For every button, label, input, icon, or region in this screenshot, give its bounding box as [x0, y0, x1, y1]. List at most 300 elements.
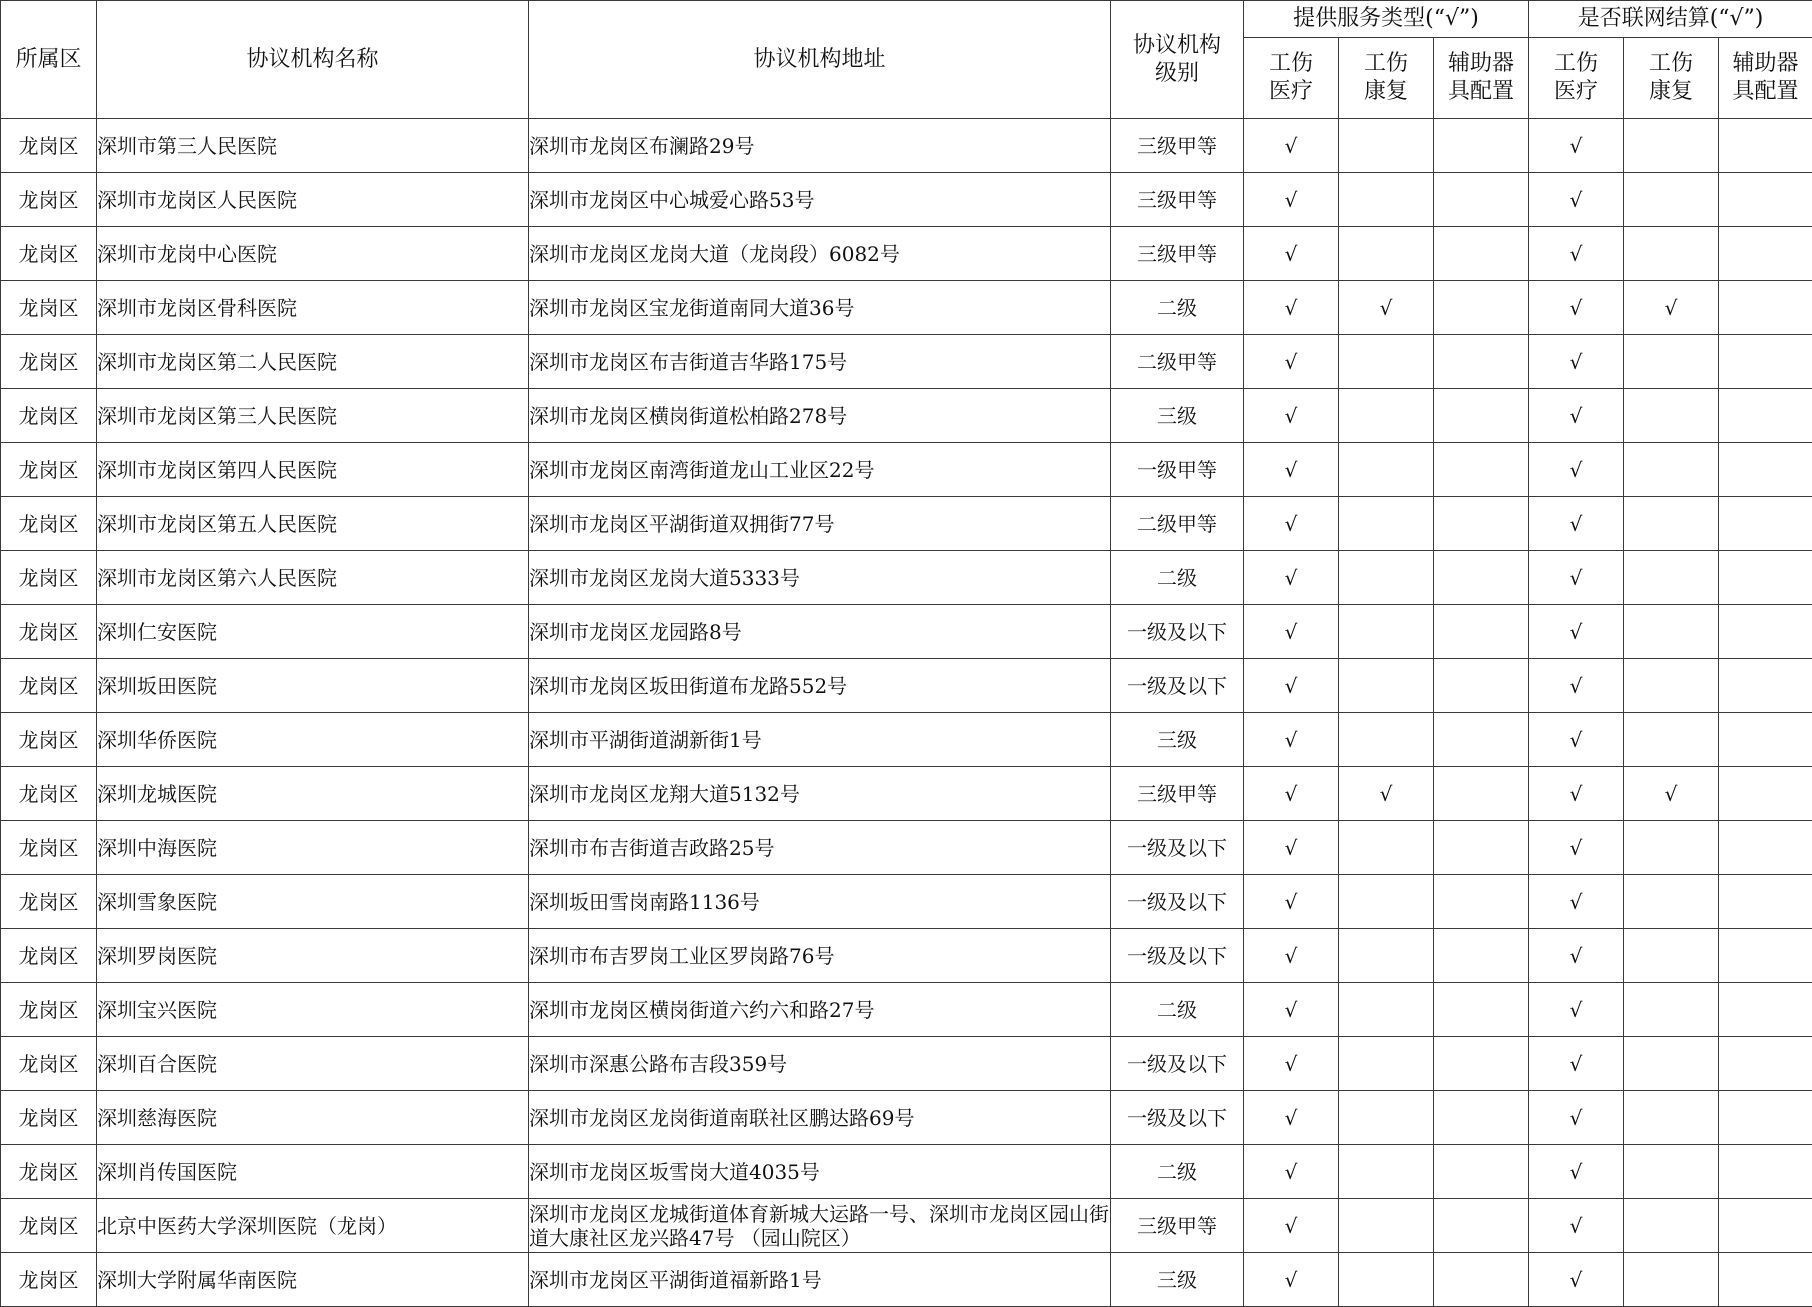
cell-district: 龙岗区: [1, 1253, 97, 1307]
cell-institution-level: 二级: [1111, 551, 1244, 605]
cell-institution-address: 深圳市龙岗区坂雪岗大道4035号: [529, 1145, 1111, 1199]
header-service-injury-medical: 工伤 医疗: [1244, 38, 1339, 119]
cell-network-injury-medical: [1529, 281, 1624, 335]
cell-district: 龙岗区: [1, 551, 97, 605]
cell-institution-name: 深圳市龙岗区人民医院: [97, 173, 529, 227]
cell-network-injury-medical: [1529, 119, 1624, 173]
header-network-injury-medical: 工伤 医疗: [1529, 38, 1624, 119]
cell-service-assistive-device: [1434, 605, 1529, 659]
cell-network-injury-rehab: [1624, 389, 1719, 443]
cell-institution-address: 深圳市龙岗区平湖街道福新路1号: [529, 1253, 1111, 1307]
cell-service-injury-medical: [1244, 281, 1339, 335]
check-mark-icon: √: [1380, 296, 1393, 320]
cell-network-injury-rehab: [1624, 443, 1719, 497]
cell-network-injury-medical: [1529, 659, 1624, 713]
cell-institution-name: 深圳市龙岗中心医院: [97, 227, 529, 281]
cell-institution-name: 深圳市龙岗区第三人民医院: [97, 389, 529, 443]
check-mark-icon: √: [1285, 836, 1298, 860]
cell-institution-level: 三级: [1111, 1253, 1244, 1307]
cell-network-injury-medical: [1529, 551, 1624, 605]
cell-network-assistive-device: [1719, 875, 1812, 929]
check-mark-icon: √: [1570, 782, 1583, 806]
cell-network-injury-medical: [1529, 1145, 1624, 1199]
cell-network-injury-rehab: [1624, 713, 1719, 767]
cell-service-injury-rehab: [1339, 119, 1434, 173]
cell-service-assistive-device: [1434, 389, 1529, 443]
check-mark-icon: √: [1285, 242, 1298, 266]
cell-network-assistive-device: [1719, 173, 1812, 227]
cell-service-assistive-device: [1434, 875, 1529, 929]
check-mark-icon: √: [1285, 944, 1298, 968]
check-mark-icon: √: [1570, 890, 1583, 914]
cell-institution-name: 深圳宝兴医院: [97, 983, 529, 1037]
cell-network-assistive-device: [1719, 605, 1812, 659]
cell-network-assistive-device: [1719, 281, 1812, 335]
table-row: [1, 335, 1812, 389]
cell-network-assistive-device: [1719, 551, 1812, 605]
cell-district: 龙岗区: [1, 1199, 97, 1253]
cell-network-injury-medical: [1529, 227, 1624, 281]
cell-service-assistive-device: [1434, 821, 1529, 875]
cell-service-assistive-device: [1434, 443, 1529, 497]
cell-institution-level: 二级: [1111, 983, 1244, 1037]
header-name: 协议机构名称: [97, 1, 529, 119]
cell-district: 龙岗区: [1, 119, 97, 173]
check-mark-icon: √: [1285, 674, 1298, 698]
cell-institution-name: 深圳市龙岗区第五人民医院: [97, 497, 529, 551]
cell-district: 龙岗区: [1, 335, 97, 389]
cell-institution-level: 三级甲等: [1111, 173, 1244, 227]
cell-institution-address: 深圳市龙岗区横岗街道松柏路278号: [529, 389, 1111, 443]
check-mark-icon: √: [1570, 836, 1583, 860]
header-service-type: 提供服务类型(“√”): [1244, 1, 1529, 38]
cell-service-injury-medical: [1244, 1253, 1339, 1307]
cell-network-injury-rehab: [1624, 929, 1719, 983]
cell-service-injury-medical: [1244, 821, 1339, 875]
cell-institution-name: 深圳百合医院: [97, 1037, 529, 1091]
cell-network-injury-rehab: [1624, 1145, 1719, 1199]
check-mark-icon: √: [1570, 1214, 1583, 1238]
cell-service-assistive-device: [1434, 551, 1529, 605]
cell-network-assistive-device: [1719, 767, 1812, 821]
cell-institution-level: 一级及以下: [1111, 929, 1244, 983]
cell-network-assistive-device: [1719, 389, 1812, 443]
cell-institution-address: 深圳市龙岗区平湖街道双拥街77号: [529, 497, 1111, 551]
cell-district: 龙岗区: [1, 713, 97, 767]
cell-network-injury-medical: [1529, 1253, 1624, 1307]
check-mark-icon: √: [1285, 1160, 1298, 1184]
header-network-assistive-device: 辅助器 具配置: [1719, 38, 1812, 119]
cell-institution-name: 深圳市龙岗区第四人民医院: [97, 443, 529, 497]
cell-institution-name: 深圳罗岗医院: [97, 929, 529, 983]
cell-service-injury-medical: [1244, 173, 1339, 227]
cell-network-assistive-device: [1719, 983, 1812, 1037]
cell-institution-name: 深圳坂田医院: [97, 659, 529, 713]
cell-network-injury-medical: [1529, 875, 1624, 929]
cell-institution-address: 深圳市龙岗区龙翔大道5132号: [529, 767, 1111, 821]
cell-network-assistive-device: [1719, 929, 1812, 983]
cell-institution-level: 一级及以下: [1111, 875, 1244, 929]
cell-service-assistive-device: [1434, 119, 1529, 173]
cell-institution-address: 深圳市龙岗区龙岗大道（龙岗段）6082号: [529, 227, 1111, 281]
cell-institution-address: 深圳市龙岗区横岗街道六约六和路27号: [529, 983, 1111, 1037]
cell-service-injury-rehab: [1339, 1091, 1434, 1145]
cell-service-assistive-device: [1434, 1145, 1529, 1199]
table-row: [1, 821, 1812, 875]
cell-network-injury-rehab: [1624, 551, 1719, 605]
cell-institution-name: 深圳市龙岗区第六人民医院: [97, 551, 529, 605]
cell-service-injury-medical: [1244, 713, 1339, 767]
table-row: [1, 767, 1812, 821]
cell-institution-address: 深圳坂田雪岗南路1136号: [529, 875, 1111, 929]
check-mark-icon: √: [1570, 620, 1583, 644]
cell-institution-name: 深圳慈海医院: [97, 1091, 529, 1145]
check-mark-icon: √: [1570, 1160, 1583, 1184]
check-mark-icon: √: [1285, 296, 1298, 320]
check-mark-icon: √: [1570, 512, 1583, 536]
cell-service-injury-rehab: [1339, 1037, 1434, 1091]
cell-service-injury-rehab: [1339, 713, 1434, 767]
cell-district: 龙岗区: [1, 875, 97, 929]
table-row: [1, 1199, 1812, 1253]
check-mark-icon: √: [1285, 566, 1298, 590]
cell-network-injury-rehab: [1624, 659, 1719, 713]
cell-service-injury-medical: [1244, 551, 1339, 605]
table-row: [1, 173, 1812, 227]
table-row: [1, 281, 1812, 335]
check-mark-icon: √: [1570, 566, 1583, 590]
cell-service-injury-medical: [1244, 929, 1339, 983]
cell-network-assistive-device: [1719, 1145, 1812, 1199]
check-mark-icon: √: [1570, 998, 1583, 1022]
cell-district: 龙岗区: [1, 443, 97, 497]
table-row: [1, 1037, 1812, 1091]
cell-institution-name: 深圳市龙岗区第二人民医院: [97, 335, 529, 389]
cell-service-injury-rehab: [1339, 1145, 1434, 1199]
cell-institution-address: 深圳市深惠公路布吉段359号: [529, 1037, 1111, 1091]
cell-institution-name: 深圳仁安医院: [97, 605, 529, 659]
table-row: [1, 551, 1812, 605]
check-mark-icon: √: [1285, 998, 1298, 1022]
check-mark-icon: √: [1570, 296, 1583, 320]
table-header: [1, 1, 1812, 119]
cell-service-injury-medical: [1244, 1199, 1339, 1253]
cell-service-injury-medical: [1244, 227, 1339, 281]
cell-institution-address: 深圳市龙岗区宝龙街道南同大道36号: [529, 281, 1111, 335]
cell-institution-address: 深圳市平湖街道湖新街1号: [529, 713, 1111, 767]
cell-service-injury-rehab: [1339, 1199, 1434, 1253]
cell-district: 龙岗区: [1, 1037, 97, 1091]
cell-network-injury-rehab: [1624, 1199, 1719, 1253]
cell-network-injury-rehab: [1624, 335, 1719, 389]
cell-institution-address: 深圳市龙岗区龙岗街道南联社区鹏达路69号: [529, 1091, 1111, 1145]
cell-service-assistive-device: [1434, 335, 1529, 389]
check-mark-icon: √: [1570, 944, 1583, 968]
check-mark-icon: √: [1570, 350, 1583, 374]
cell-district: 龙岗区: [1, 281, 97, 335]
check-mark-icon: √: [1285, 134, 1298, 158]
table-row: [1, 497, 1812, 551]
cell-service-injury-rehab: [1339, 497, 1434, 551]
table-row: [1, 605, 1812, 659]
table-row: [1, 983, 1812, 1037]
cell-service-injury-rehab: [1339, 1253, 1434, 1307]
cell-service-assistive-device: [1434, 713, 1529, 767]
table-row: [1, 875, 1812, 929]
cell-service-injury-medical: [1244, 605, 1339, 659]
check-mark-icon: √: [1285, 1214, 1298, 1238]
check-mark-icon: √: [1285, 890, 1298, 914]
check-mark-icon: √: [1285, 1106, 1298, 1130]
cell-service-assistive-device: [1434, 1199, 1529, 1253]
check-mark-icon: √: [1285, 1268, 1298, 1292]
cell-service-injury-medical: [1244, 983, 1339, 1037]
cell-network-injury-medical: [1529, 983, 1624, 1037]
check-mark-icon: √: [1570, 242, 1583, 266]
cell-district: 龙岗区: [1, 389, 97, 443]
check-mark-icon: √: [1285, 728, 1298, 752]
check-mark-icon: √: [1570, 1052, 1583, 1076]
cell-district: 龙岗区: [1, 659, 97, 713]
table-row: [1, 227, 1812, 281]
cell-service-injury-rehab: [1339, 551, 1434, 605]
check-mark-icon: √: [1665, 782, 1678, 806]
check-mark-icon: √: [1285, 782, 1298, 806]
cell-service-injury-medical: [1244, 659, 1339, 713]
check-mark-icon: √: [1380, 782, 1393, 806]
check-mark-icon: √: [1570, 134, 1583, 158]
cell-service-injury-medical: [1244, 767, 1339, 821]
cell-service-injury-rehab: [1339, 767, 1434, 821]
cell-network-assistive-device: [1719, 659, 1812, 713]
table-row: [1, 389, 1812, 443]
check-mark-icon: √: [1570, 458, 1583, 482]
table-row: [1, 1253, 1812, 1307]
cell-service-assistive-device: [1434, 173, 1529, 227]
check-mark-icon: √: [1285, 188, 1298, 212]
check-mark-icon: √: [1570, 1106, 1583, 1130]
header-address: 协议机构地址: [529, 1, 1111, 119]
cell-district: 龙岗区: [1, 173, 97, 227]
cell-institution-level: 三级: [1111, 713, 1244, 767]
cell-service-injury-rehab: [1339, 875, 1434, 929]
cell-institution-address: 深圳市龙岗区布吉街道吉华路175号: [529, 335, 1111, 389]
check-mark-icon: √: [1665, 296, 1678, 320]
cell-service-injury-rehab: [1339, 821, 1434, 875]
cell-service-injury-rehab: [1339, 281, 1434, 335]
cell-service-injury-rehab: [1339, 443, 1434, 497]
cell-network-injury-medical: [1529, 821, 1624, 875]
check-mark-icon: √: [1285, 404, 1298, 428]
cell-service-assistive-device: [1434, 929, 1529, 983]
cell-district: 龙岗区: [1, 1091, 97, 1145]
cell-institution-name: 深圳龙城医院: [97, 767, 529, 821]
cell-institution-level: 一级及以下: [1111, 821, 1244, 875]
cell-institution-level: 三级甲等: [1111, 1199, 1244, 1253]
cell-service-injury-rehab: [1339, 389, 1434, 443]
cell-institution-level: 三级甲等: [1111, 767, 1244, 821]
check-mark-icon: √: [1570, 1268, 1583, 1292]
cell-network-injury-rehab: [1624, 173, 1719, 227]
cell-institution-level: 三级: [1111, 389, 1244, 443]
cell-institution-level: 二级: [1111, 1145, 1244, 1199]
cell-network-injury-rehab: [1624, 227, 1719, 281]
cell-service-injury-medical: [1244, 875, 1339, 929]
header-network-settlement: 是否联网结算(“√”): [1529, 1, 1812, 38]
table-row: [1, 1091, 1812, 1145]
header-network-injury-rehab: 工伤 康复: [1624, 38, 1719, 119]
cell-network-assistive-device: [1719, 1091, 1812, 1145]
cell-institution-name: 深圳市龙岗区骨科医院: [97, 281, 529, 335]
cell-institution-name: 深圳雪象医院: [97, 875, 529, 929]
cell-institution-address: 深圳市龙岗区龙岗大道5333号: [529, 551, 1111, 605]
cell-service-injury-medical: [1244, 335, 1339, 389]
cell-institution-level: 一级及以下: [1111, 659, 1244, 713]
cell-institution-address: 深圳市布吉街道吉政路25号: [529, 821, 1111, 875]
cell-institution-address: 深圳市龙岗区中心城爱心路53号: [529, 173, 1111, 227]
cell-service-assistive-device: [1434, 227, 1529, 281]
cell-district: 龙岗区: [1, 1145, 97, 1199]
cell-network-injury-rehab: [1624, 497, 1719, 551]
cell-institution-name: 深圳中海医院: [97, 821, 529, 875]
cell-service-assistive-device: [1434, 1091, 1529, 1145]
cell-institution-level: 一级及以下: [1111, 605, 1244, 659]
check-mark-icon: √: [1570, 674, 1583, 698]
cell-district: 龙岗区: [1, 605, 97, 659]
table-body: [1, 119, 1812, 1307]
cell-network-injury-medical: [1529, 605, 1624, 659]
cell-service-assistive-device: [1434, 659, 1529, 713]
cell-institution-address: 深圳市龙岗区龙城街道体育新城大运路一号、深圳市龙岗区园山街道大康社区龙兴路47号 （园山院区）: [529, 1199, 1111, 1253]
cell-service-injury-medical: [1244, 443, 1339, 497]
cell-network-injury-medical: [1529, 389, 1624, 443]
cell-network-injury-medical: [1529, 1037, 1624, 1091]
cell-service-injury-medical: [1244, 389, 1339, 443]
cell-district: 龙岗区: [1, 767, 97, 821]
cell-service-injury-rehab: [1339, 929, 1434, 983]
cell-institution-name: 北京中医药大学深圳医院（龙岗）: [97, 1199, 529, 1253]
cell-network-injury-rehab: [1624, 875, 1719, 929]
cell-district: 龙岗区: [1, 227, 97, 281]
cell-service-injury-rehab: [1339, 335, 1434, 389]
cell-network-assistive-device: [1719, 1253, 1812, 1307]
cell-network-injury-rehab: [1624, 281, 1719, 335]
cell-institution-address: 深圳市龙岗区龙园路8号: [529, 605, 1111, 659]
table-row: [1, 119, 1812, 173]
cell-institution-address: 深圳市布吉罗岗工业区罗岗路76号: [529, 929, 1111, 983]
cell-network-injury-medical: [1529, 497, 1624, 551]
cell-network-injury-rehab: [1624, 605, 1719, 659]
cell-network-assistive-device: [1719, 335, 1812, 389]
cell-institution-level: 三级甲等: [1111, 119, 1244, 173]
cell-district: 龙岗区: [1, 821, 97, 875]
check-mark-icon: √: [1285, 458, 1298, 482]
cell-service-injury-medical: [1244, 497, 1339, 551]
cell-network-injury-rehab: [1624, 821, 1719, 875]
cell-network-assistive-device: [1719, 227, 1812, 281]
cell-institution-level: 三级甲等: [1111, 227, 1244, 281]
cell-service-assistive-device: [1434, 1037, 1529, 1091]
cell-district: 龙岗区: [1, 929, 97, 983]
cell-network-injury-rehab: [1624, 119, 1719, 173]
cell-network-assistive-device: [1719, 713, 1812, 767]
cell-institution-level: 二级甲等: [1111, 497, 1244, 551]
cell-service-assistive-device: [1434, 497, 1529, 551]
cell-network-injury-rehab: [1624, 1091, 1719, 1145]
cell-institution-level: 二级: [1111, 281, 1244, 335]
cell-service-injury-rehab: [1339, 605, 1434, 659]
cell-service-injury-medical: [1244, 1091, 1339, 1145]
cell-institution-name: 深圳肖传国医院: [97, 1145, 529, 1199]
table-row: [1, 443, 1812, 497]
cell-network-assistive-device: [1719, 443, 1812, 497]
cell-district: 龙岗区: [1, 983, 97, 1037]
header-service-assistive-device: 辅助器 具配置: [1434, 38, 1529, 119]
cell-service-injury-rehab: [1339, 173, 1434, 227]
cell-institution-level: 一级甲等: [1111, 443, 1244, 497]
cell-network-assistive-device: [1719, 119, 1812, 173]
cell-service-assistive-device: [1434, 1253, 1529, 1307]
check-mark-icon: √: [1285, 350, 1298, 374]
header-level: 协议机构 级别: [1111, 1, 1244, 119]
cell-institution-name: 深圳华侨医院: [97, 713, 529, 767]
cell-institution-level: 一级及以下: [1111, 1037, 1244, 1091]
cell-network-injury-medical: [1529, 443, 1624, 497]
cell-network-injury-medical: [1529, 173, 1624, 227]
cell-institution-level: 二级甲等: [1111, 335, 1244, 389]
table-row: [1, 713, 1812, 767]
cell-network-injury-rehab: [1624, 767, 1719, 821]
cell-service-assistive-device: [1434, 983, 1529, 1037]
cell-institution-name: 深圳市第三人民医院: [97, 119, 529, 173]
cell-network-assistive-device: [1719, 821, 1812, 875]
cell-network-assistive-device: [1719, 497, 1812, 551]
check-mark-icon: √: [1570, 404, 1583, 428]
cell-district: 龙岗区: [1, 497, 97, 551]
cell-service-injury-rehab: [1339, 983, 1434, 1037]
check-mark-icon: √: [1285, 1052, 1298, 1076]
cell-service-injury-medical: [1244, 1145, 1339, 1199]
cell-network-injury-medical: [1529, 767, 1624, 821]
check-mark-icon: √: [1285, 620, 1298, 644]
header-district: 所属区: [1, 1, 97, 119]
check-mark-icon: √: [1285, 512, 1298, 536]
cell-network-assistive-device: [1719, 1037, 1812, 1091]
cell-institution-address: 深圳市龙岗区坂田街道布龙路552号: [529, 659, 1111, 713]
cell-network-injury-rehab: [1624, 1253, 1719, 1307]
cell-institution-name: 深圳大学附属华南医院: [97, 1253, 529, 1307]
cell-service-assistive-device: [1434, 281, 1529, 335]
cell-service-injury-medical: [1244, 1037, 1339, 1091]
cell-institution-level: 一级及以下: [1111, 1091, 1244, 1145]
cell-institution-address: 深圳市龙岗区南湾街道龙山工业区22号: [529, 443, 1111, 497]
table-row: [1, 1145, 1812, 1199]
cell-service-injury-rehab: [1339, 227, 1434, 281]
header-service-injury-rehab: 工伤 康复: [1339, 38, 1434, 119]
cell-service-injury-medical: [1244, 119, 1339, 173]
cell-network-injury-medical: [1529, 1091, 1624, 1145]
cell-service-assistive-device: [1434, 767, 1529, 821]
check-mark-icon: √: [1570, 188, 1583, 212]
cell-network-injury-medical: [1529, 929, 1624, 983]
table-row: [1, 929, 1812, 983]
cell-network-injury-medical: [1529, 335, 1624, 389]
cell-network-injury-medical: [1529, 1199, 1624, 1253]
cell-network-injury-rehab: [1624, 983, 1719, 1037]
cell-service-injury-rehab: [1339, 659, 1434, 713]
cell-network-injury-medical: [1529, 713, 1624, 767]
cell-institution-address: 深圳市龙岗区布澜路29号: [529, 119, 1111, 173]
